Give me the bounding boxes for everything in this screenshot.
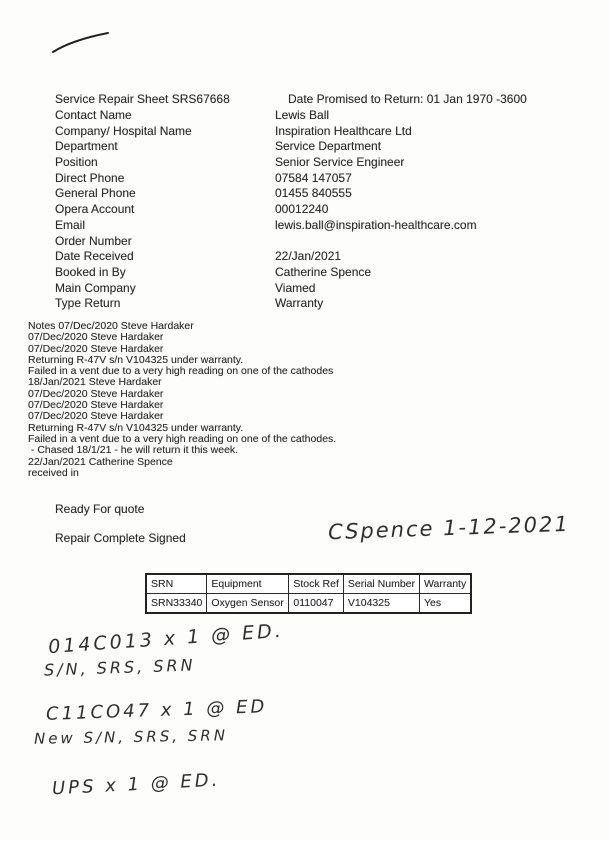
note-line: 07/Dec/2020 Steve Hardaker xyxy=(28,331,164,344)
ready-for-quote-label: Ready For quote xyxy=(55,502,145,516)
date-promised-to-return: Date Promised to Return: 01 Jan 1970 -3600 xyxy=(288,92,527,106)
cell-warranty: Yes xyxy=(420,594,472,614)
field-row-main-company xyxy=(55,281,585,297)
note-line: Failed in a vent due to a very high reading on one of the cathodes xyxy=(28,365,334,378)
column-header-serial-number: Serial Number xyxy=(343,574,419,594)
field-row-department xyxy=(55,139,585,155)
field-row-contact-name xyxy=(55,108,585,124)
field-row-email xyxy=(55,218,585,234)
cell-serial-number: V104325 xyxy=(343,594,419,614)
field-label: Department xyxy=(55,139,118,154)
note-line: Returning R-47V s/n V104325 under warranty. xyxy=(28,421,244,434)
field-label: Company/ Hospital Name xyxy=(55,123,192,138)
field-value: Senior Service Engineer xyxy=(275,155,405,170)
note-line: received in xyxy=(28,466,79,479)
cell-stock-ref: 0110047 xyxy=(289,594,344,614)
field-label: Contact Name xyxy=(55,108,132,122)
field-row-date-received xyxy=(55,249,585,265)
field-label: Main Company xyxy=(55,280,136,295)
handwritten-note: C11CO47 x 1 @ ED xyxy=(45,696,268,725)
field-value: 00012240 xyxy=(275,202,329,217)
equipment-table xyxy=(145,573,472,614)
note-line: Notes 07/Dec/2020 Steve Hardaker xyxy=(28,320,194,332)
document-title: Service Repair Sheet SRS67668 xyxy=(55,92,230,106)
column-header-stock-ref: Stock Ref xyxy=(289,574,344,594)
note-line: - Chased 18/1/21 - he will return it this week. xyxy=(28,444,239,457)
field-row-position xyxy=(55,155,585,171)
field-row-type-return xyxy=(55,296,585,312)
note-line: 18/Jan/2021 Steve Hardaker xyxy=(28,376,162,389)
table-header-row xyxy=(146,574,471,594)
pen-mark xyxy=(50,30,112,61)
fields-section xyxy=(55,108,585,312)
handwritten-note: 014C013 x 1 @ ED. xyxy=(47,619,285,659)
handwritten-note: S/N, SRS, SRN xyxy=(43,655,196,680)
handwritten-note: New S/N, SRS, SRN xyxy=(33,726,229,748)
field-row-company-hospital-name xyxy=(55,124,585,140)
field-row-booked-in-by xyxy=(55,265,585,281)
cell-srn: SRN33340 xyxy=(146,594,207,614)
note-line: 07/Dec/2020 Steve Hardaker xyxy=(28,387,164,400)
field-label: Position xyxy=(55,155,98,170)
field-label: Type Return xyxy=(55,296,121,311)
note-line: Failed in a vent due to a very high reading on one of the cathodes. xyxy=(28,432,337,445)
field-value xyxy=(275,234,585,250)
field-label: Opera Account xyxy=(55,202,135,217)
handwritten-signature: CSpence 1-12-2021 xyxy=(327,511,571,545)
column-header-warranty: Warranty xyxy=(420,574,472,594)
note-line: 07/Dec/2020 Steve Hardaker xyxy=(28,410,164,423)
repair-complete-signed-label: Repair Complete Signed xyxy=(55,531,186,545)
field-value: Inspiration Healthcare Ltd xyxy=(275,123,412,138)
field-value: Viamed xyxy=(275,280,316,295)
column-header-equipment: Equipment xyxy=(207,574,289,594)
field-label: Date Received xyxy=(55,249,134,264)
field-label: Direct Phone xyxy=(55,170,125,185)
handwritten-note: UPS x 1 @ ED. xyxy=(51,769,221,800)
table-row xyxy=(146,594,471,614)
cell-equipment: Oxygen Sensor xyxy=(207,594,289,614)
field-value: 22/Jan/2021 xyxy=(275,249,342,264)
field-value: Catherine Spence xyxy=(275,264,372,279)
field-label: Order Number xyxy=(55,233,132,248)
field-value: Service Department xyxy=(275,139,382,154)
field-row-direct-phone xyxy=(55,171,585,187)
note-line: Returning R-47V s/n V104325 under warranty. xyxy=(28,353,244,366)
column-header-srn: SRN xyxy=(146,574,207,594)
field-value: 07584 147057 xyxy=(275,170,352,185)
field-value: Warranty xyxy=(275,296,324,311)
field-label: General Phone xyxy=(55,186,136,201)
field-label: Email xyxy=(55,217,86,232)
notes-section xyxy=(28,321,568,479)
field-row-general-phone xyxy=(55,186,585,202)
field-value: Lewis Ball xyxy=(275,108,330,122)
field-row-order-number xyxy=(55,234,585,250)
field-row-opera-account xyxy=(55,202,585,218)
field-value: 01455 840555 xyxy=(275,186,352,201)
field-label: Booked in By xyxy=(55,264,126,279)
field-value: lewis.ball@inspiration-healthcare.com xyxy=(275,217,477,232)
note-line: 07/Dec/2020 Steve Hardaker xyxy=(28,399,164,412)
note-line: 07/Dec/2020 Steve Hardaker xyxy=(28,342,164,355)
note-line: 22/Jan/2021 Catherine Spence xyxy=(28,455,173,468)
